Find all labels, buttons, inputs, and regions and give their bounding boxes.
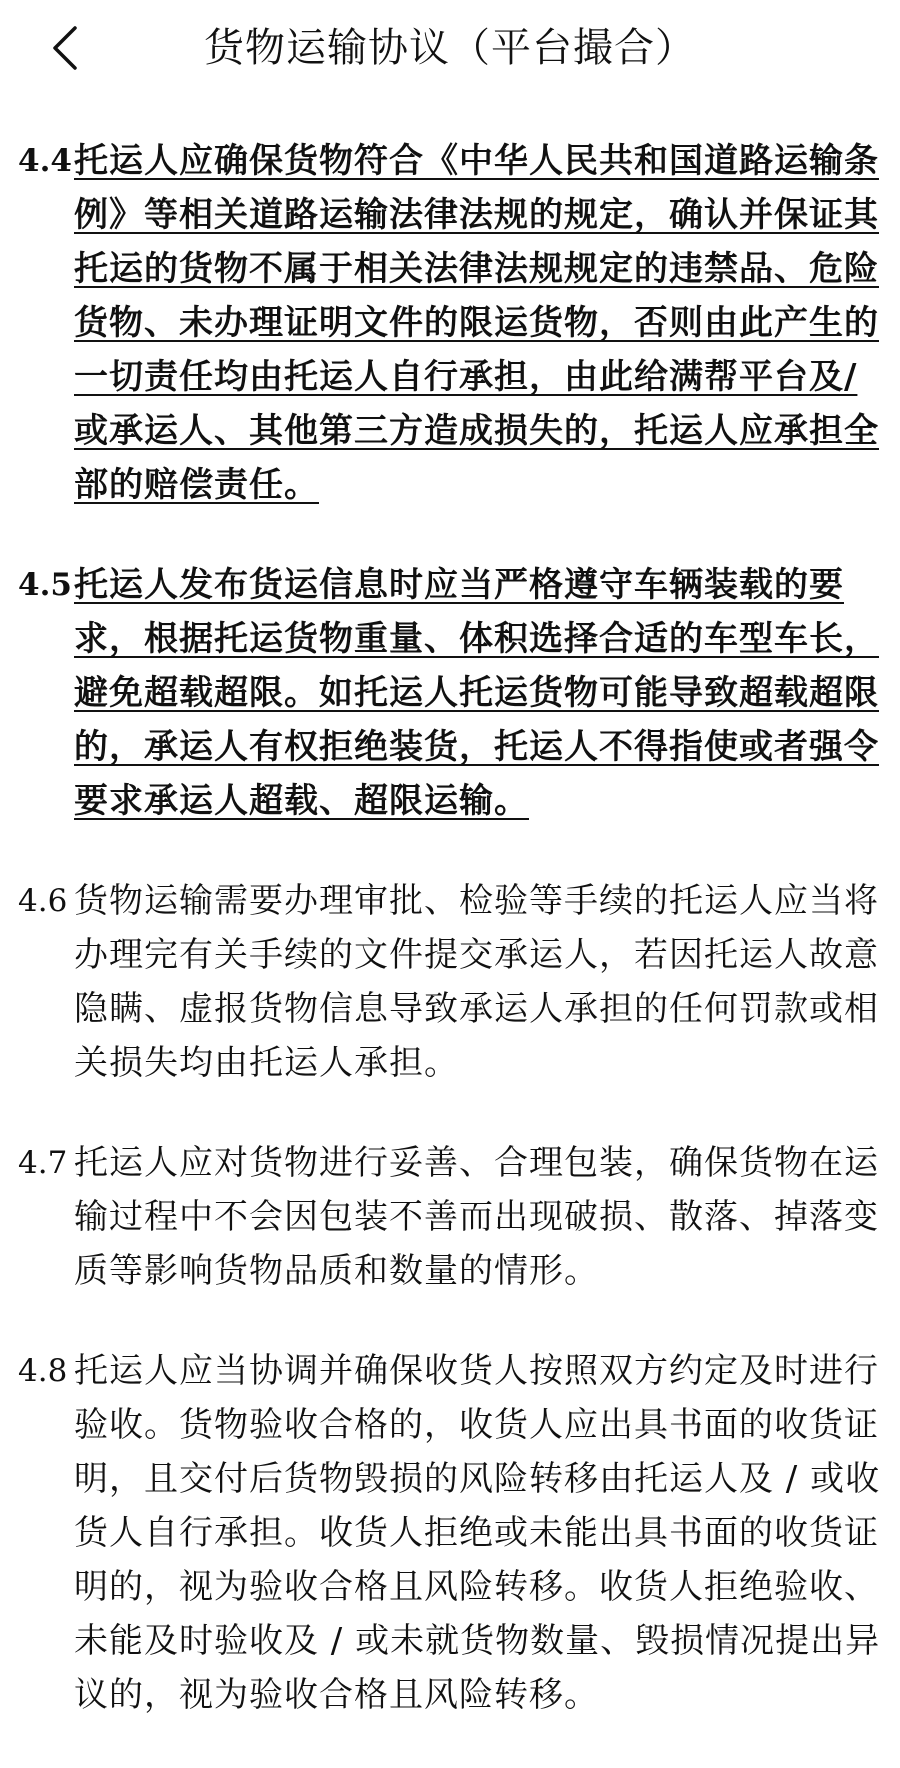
clause-number: 4.7 [18,1145,68,1181]
clause-4-6 [0,874,900,1090]
page-title: 货物运输协议（平台撮合） [204,25,696,71]
clause-4-8 [0,1344,900,1722]
clause-text: 托运人应确保货物符合《中华人民共和国道路运输条例》等相关道路运输法律法规的规定，确认并保证其托运的货物不属于相关法律法规规定的违禁品、危险货物、未办理证明文件的限运货物，否则由此产生的一切责任均由托运人自行承担，由此给满帮平台及/或承运人、其他第三方造成损失的，托运人应承担全部的赔偿责任。 [74,141,879,505]
clause-4-7 [0,1136,900,1298]
clause-number: 4.6 [18,883,68,919]
clause-number: 4.4 [18,143,72,179]
clause-text: 货物运输需要办理审批、检验等手续的托运人应当将办理完有关手续的文件提交承运人，若因托运人故意隐瞒、虚报货物信息导致承运人承担的任何罚款或相关损失均由托运人承担。 [74,881,879,1083]
top-nav-bar [0,0,900,96]
clause-4-4 [0,134,900,512]
clause-4-5 [0,558,900,828]
clause-text: 托运人发布货运信息时应当严格遵守车辆装载的要求，根据托运货物重量、体积选择合适的车型车长，避免超载超限。如托运人托运货物可能导致超载超限的，承运人有权拒绝装货，托运人不得指使或者强令要求承运人超载、超限运输。 [74,565,879,821]
clause-number: 4.8 [18,1353,68,1389]
agreement-content [0,134,900,1768]
clause-text: 托运人应当协调并确保收货人按照双方约定及时进行验收。货物验收合格的，收货人应出具书面的收货证明，且交付后货物毁损的风险转移由托运人及 / 或收货人自行承担。收货人拒绝或未能出具书面的收货证明的，视为验收合格且风险转移。收货人拒绝验收、未能及时验收及 / 或未就货物数量、毁损情况提出异议的，视为验收合格且风险转移。 [74,1351,881,1715]
clause-text: 托运人应对货物进行妥善、合理包装，确保货物在运输过程中不会因包装不善而出现破损、散落、掉落变质等影响货物品质和数量的情形。 [74,1143,879,1291]
clause-number: 4.5 [18,567,72,603]
